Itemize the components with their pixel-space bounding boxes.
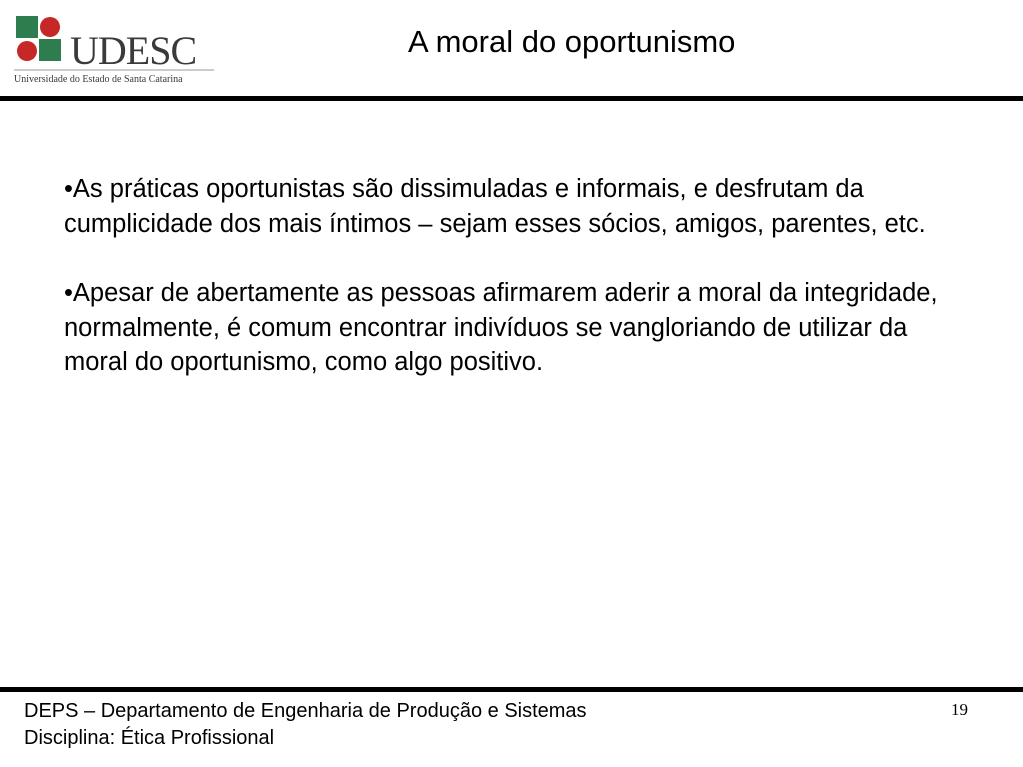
logo-subtitle: Universidade do Estado de Santa Catarina xyxy=(14,74,183,85)
page-number: 19 xyxy=(951,700,968,719)
udesc-logo xyxy=(12,12,217,88)
footer-divider xyxy=(0,687,1023,692)
bullet-item: •As práticas oportunistas são dissimuladas e informais, e desfrutam da cumplicidade dos mais íntimos – sejam esses sócios, amigos, parentes, etc. xyxy=(64,175,926,238)
bullet-item: •Apesar de abertamente as pessoas afirmarem aderir a moral da integridade, normalmente, é comum encontrar indivíduos se vangloriando de utilizar da moral do oportunismo, como algo positivo. xyxy=(64,279,938,376)
logo-wordmark: UDESC xyxy=(70,28,197,73)
slide-title: A moral do oportunismo xyxy=(408,24,736,59)
header-divider xyxy=(0,96,1023,101)
footer-department: DEPS – Departamento de Engenharia de Produção e Sistemas xyxy=(24,700,587,722)
footer xyxy=(24,698,587,752)
footer-discipline: Disciplina: Ética Profissional xyxy=(24,727,275,749)
udesc-emblem-icon xyxy=(16,16,61,61)
slide-body xyxy=(64,172,944,415)
